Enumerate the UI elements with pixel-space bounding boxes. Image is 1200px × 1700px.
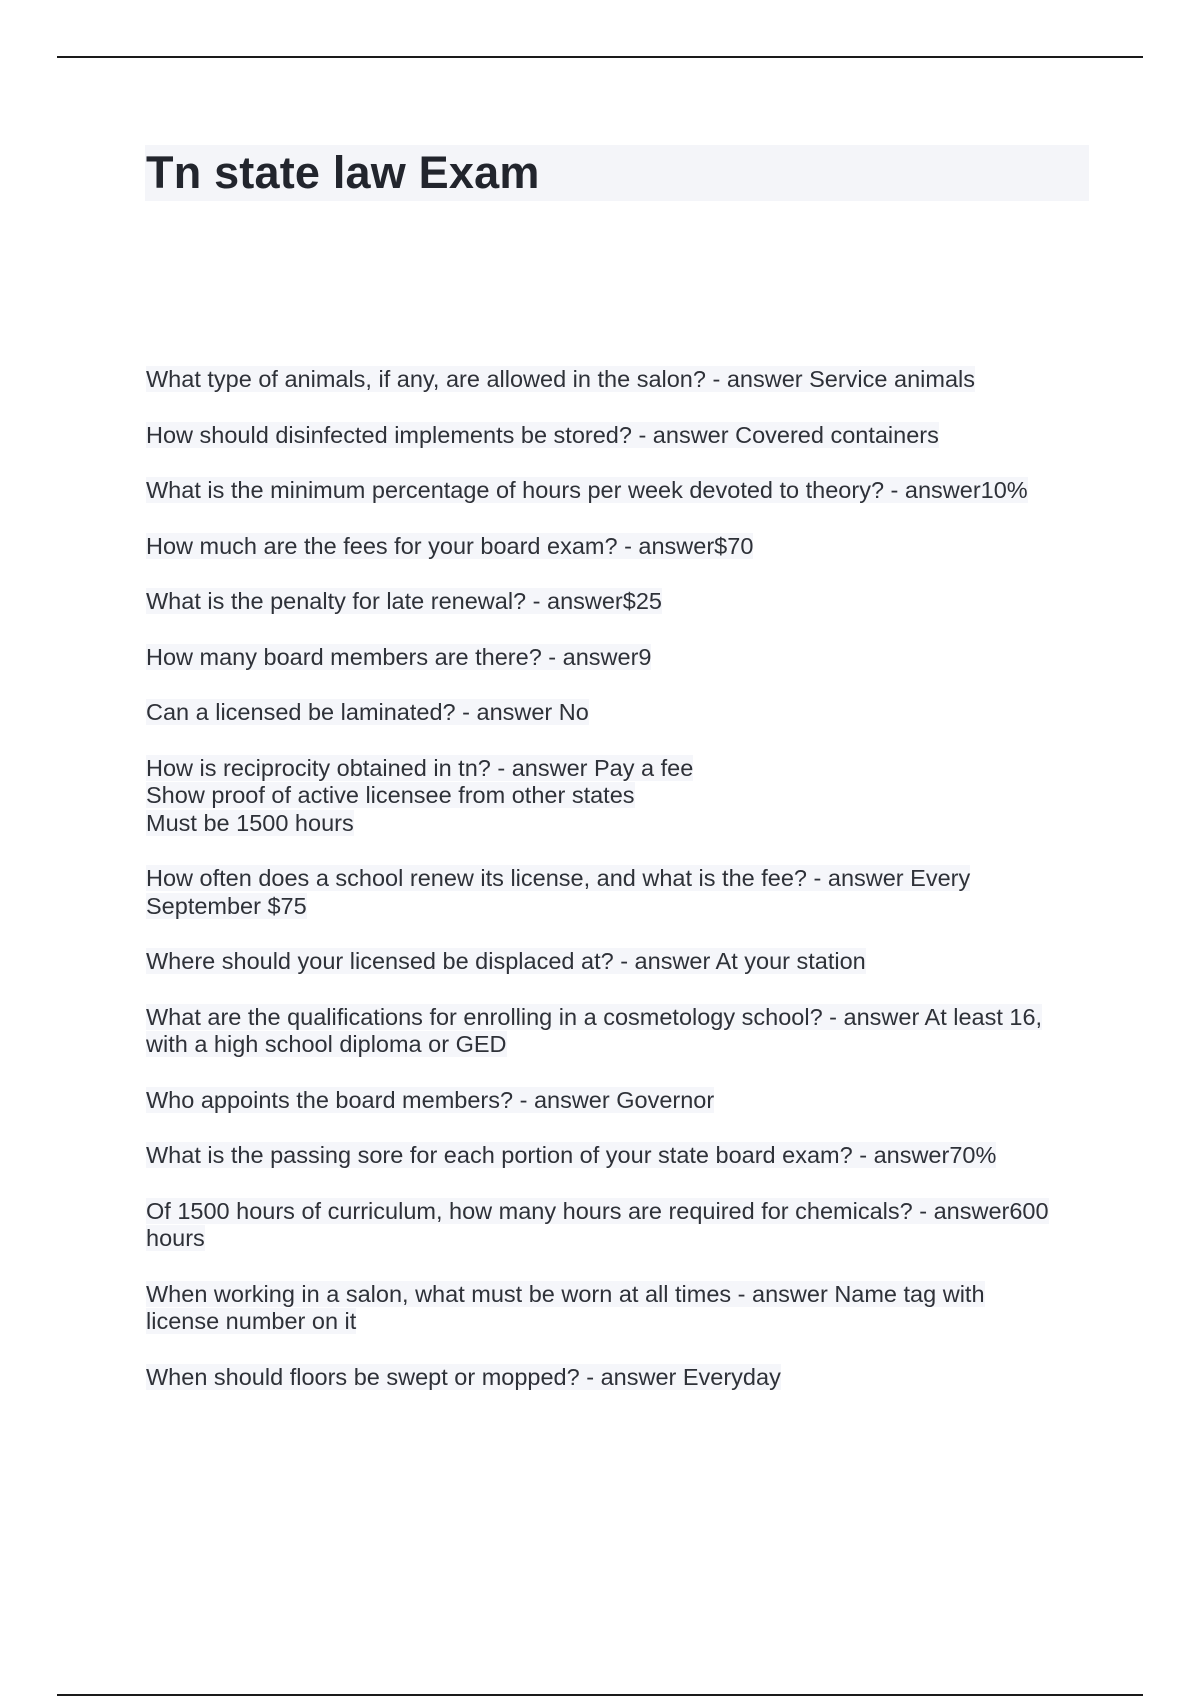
qa-item-chemical-hours: [146, 1198, 1090, 1253]
qa-item-board-members: [146, 644, 1090, 672]
qa-item-storage: [146, 422, 1090, 450]
qa-text: How should disinfected implements be stored? - answer Covered containers: [146, 421, 939, 448]
qa-text: Where should your licensed be displaced at? - answer At your station: [146, 948, 866, 974]
qa-item-passing-score: [146, 1142, 1090, 1170]
qa-item-license-display: [146, 948, 1090, 976]
qa-text: What is the penalty for late renewal? - answer$25: [146, 588, 662, 614]
qa-text: What is the passing sore for each portion of your state board exam? - answer70%: [146, 1142, 997, 1168]
qa-item-school-renewal: [146, 865, 1090, 920]
qa-text: What are the qualifications for enrolling in a cosmetology school? - answer At least 16, with a high school diploma or GED: [146, 1003, 1043, 1057]
qa-text: Of 1500 hours of curriculum, how many hours are required for chemicals? - answer600 hours: [146, 1197, 1049, 1251]
qa-item-late-renewal: [146, 588, 1090, 616]
bottom-rule: [57, 1694, 1143, 1696]
qa-text: How many board members are there? - answer9: [146, 643, 652, 670]
qa-item-name-tag: [146, 1281, 1090, 1336]
qa-text: How much are the fees for your board exam? - answer$70: [146, 532, 754, 559]
qa-text: How is reciprocity obtained in tn? - answer Pay a fee Show proof of active licensee from other states Must be 1500 hours: [146, 754, 694, 836]
qa-text: Can a licensed be laminated? - answer No: [146, 699, 589, 725]
qa-text: When working in a salon, what must be worn at all times - answer Name tag with license number on it: [146, 1280, 985, 1334]
qa-item-theory-hours: [146, 477, 1090, 505]
qa-item-laminated: [146, 699, 1090, 727]
qa-text: How often does a school renew its license, and what is the fee? - answer Every September $75: [146, 865, 971, 919]
qa-item-animals: [146, 366, 1090, 394]
qa-text: When should floors be swept or mopped? - answer Everyday: [146, 1363, 781, 1390]
qa-text: What type of animals, if any, are allowed in the salon? - answer Service animals: [146, 366, 975, 392]
qa-list: [146, 366, 1090, 1419]
qa-text: Who appoints the board members? - answer Governor: [146, 1086, 715, 1113]
top-rule: [57, 56, 1143, 58]
page-title: Tn state law Exam: [146, 147, 540, 198]
qa-text: What is the minimum percentage of hours per week devoted to theory? - answer10%: [146, 477, 1028, 503]
qa-item-floors: [146, 1364, 1090, 1392]
qa-item-enrollment: [146, 1004, 1090, 1059]
qa-item-appointments: [146, 1087, 1090, 1115]
qa-item-reciprocity: [146, 755, 1090, 838]
qa-item-exam-fees: [146, 533, 1090, 561]
